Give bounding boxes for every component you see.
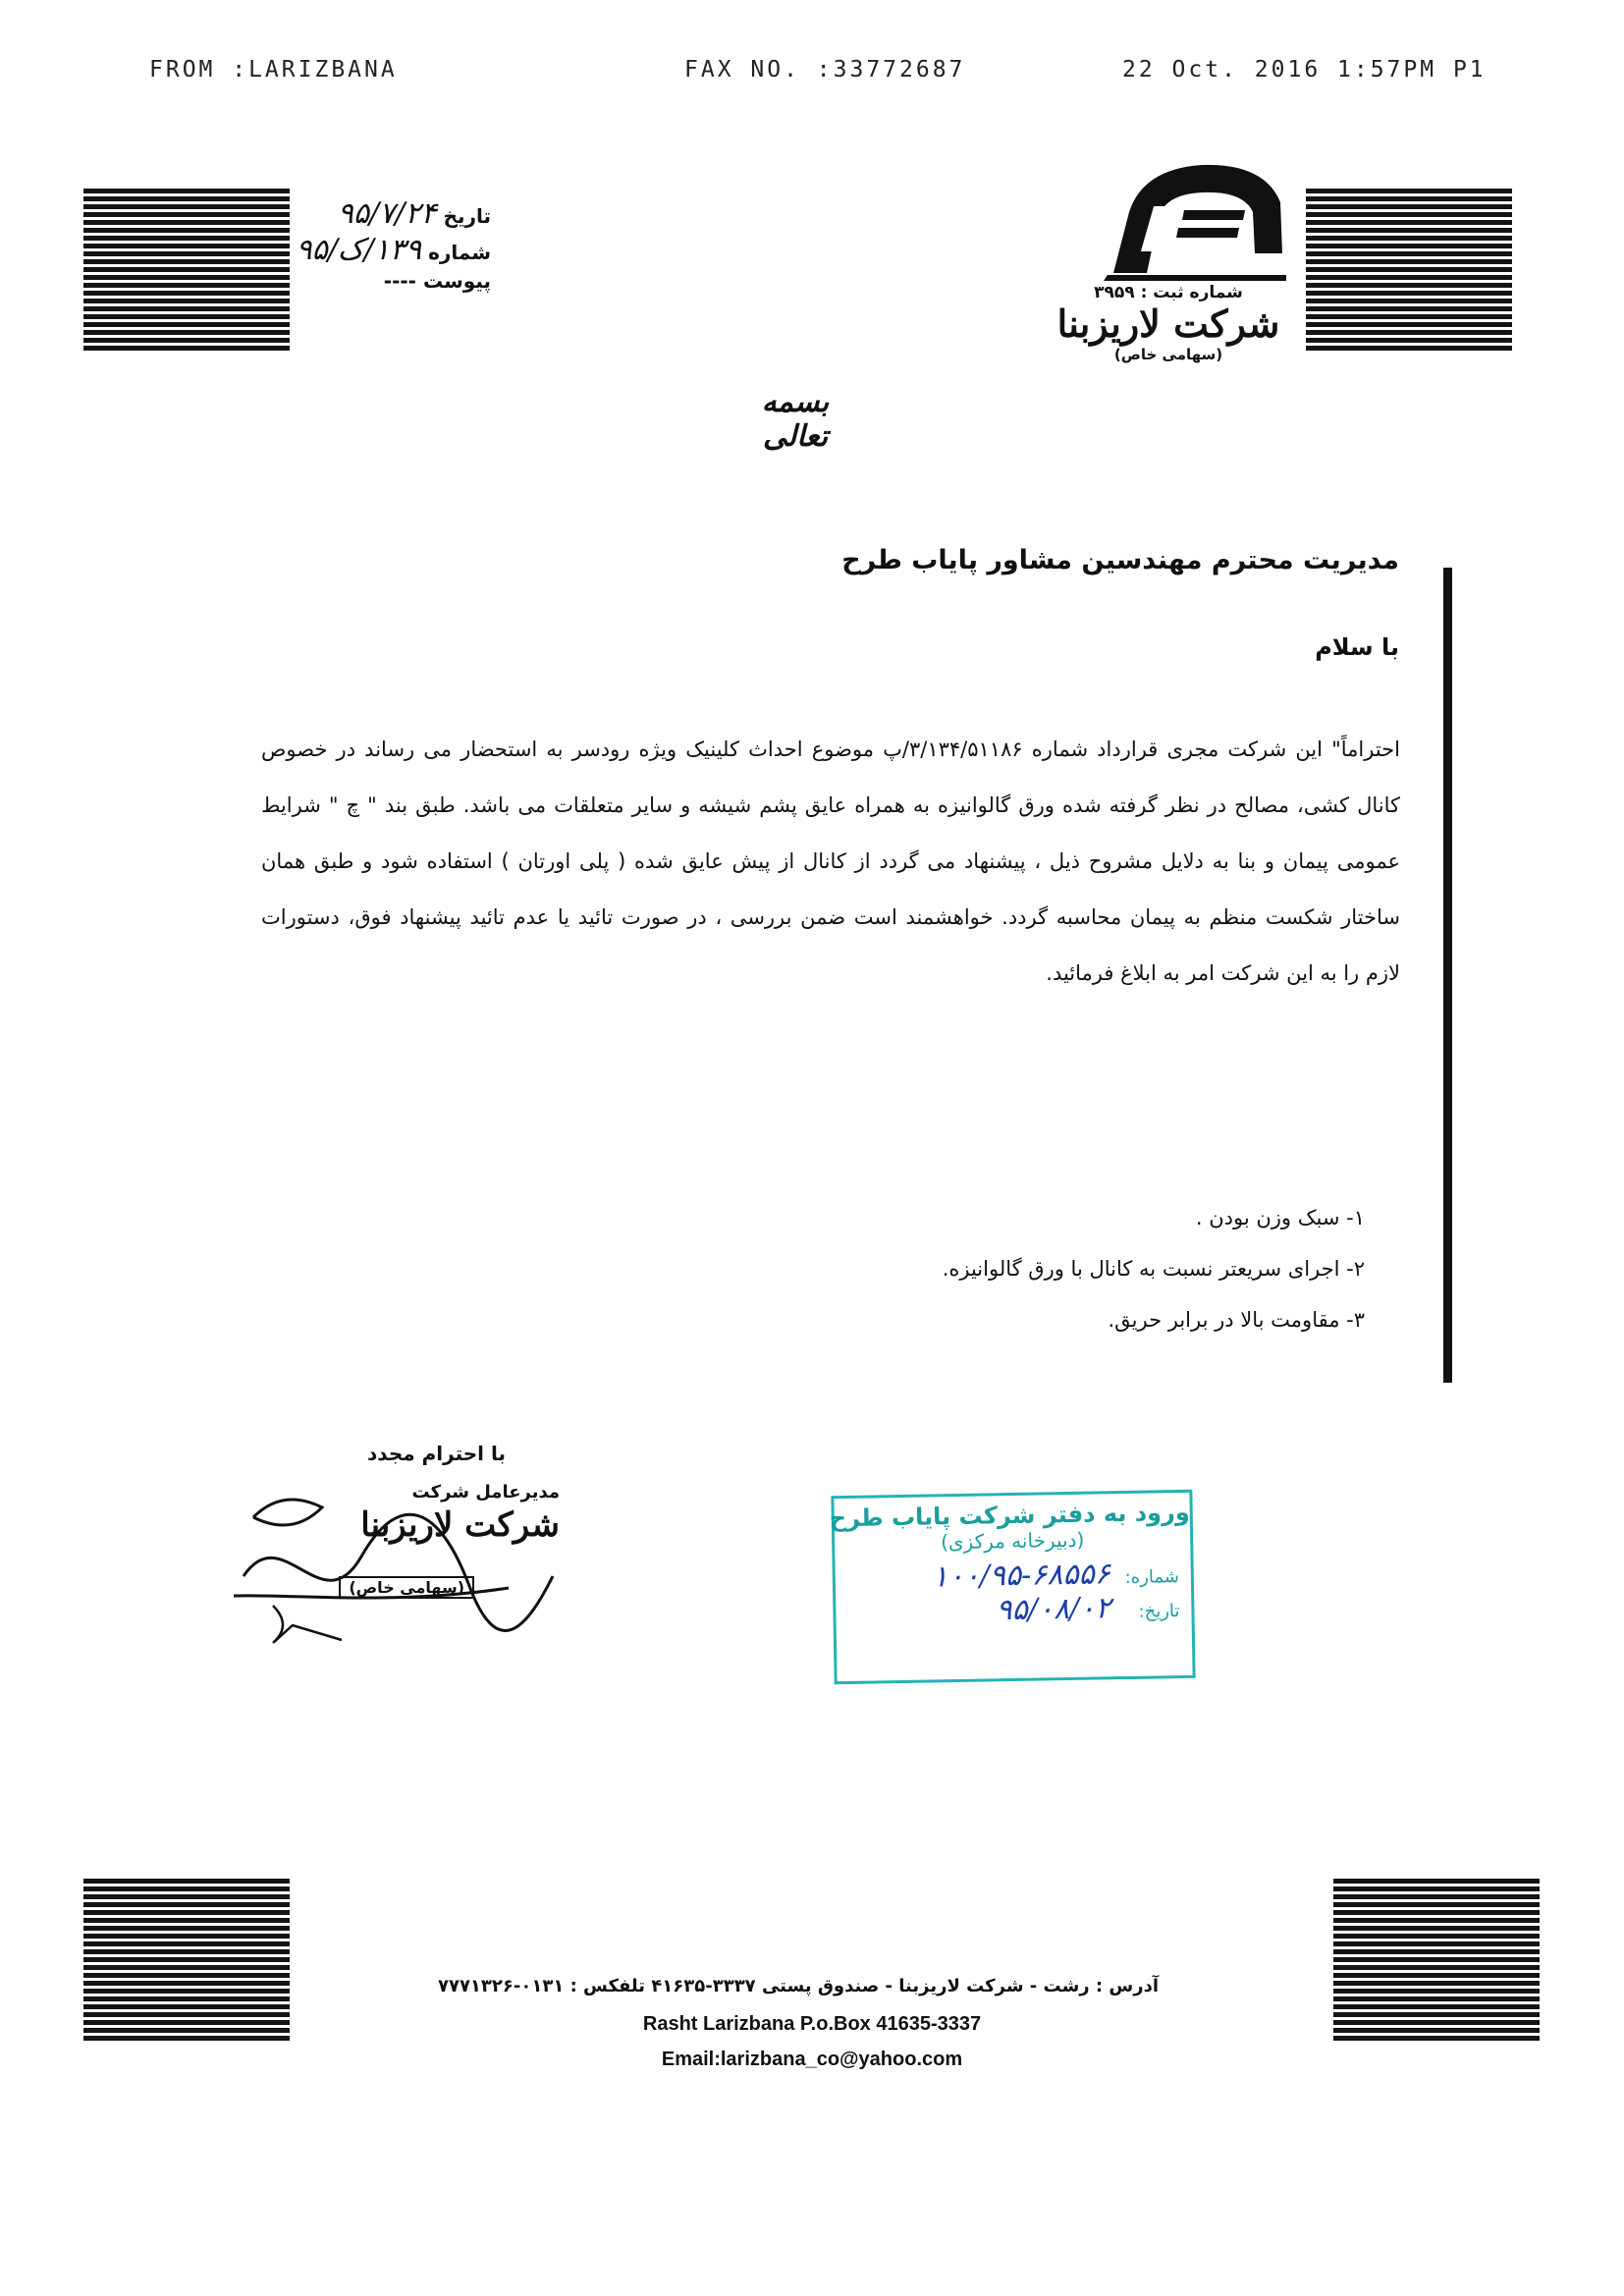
reasons-list — [687, 1206, 1365, 1359]
ref-block — [295, 196, 491, 293]
fax-from: FROM :LARIZBANA — [149, 57, 398, 82]
fax-datetime: 22 Oct. 2016 1:57PM P1 — [1122, 57, 1487, 82]
stamp-date-label: تاریخ: — [1138, 1601, 1180, 1622]
ref-attachment-label: پیوست — [422, 269, 491, 293]
reason-item-3: ۳- مقاومت بالا در برابر حریق. — [1108, 1308, 1365, 1332]
ref-number-row — [295, 233, 491, 267]
basmala: بسمه تعالی — [761, 385, 830, 454]
signature-company-type: (سهامی خاص) — [339, 1576, 474, 1599]
stamp-date-row — [836, 1590, 1192, 1630]
closing-text: با احترام مجدد — [367, 1442, 506, 1465]
company-type: (سهامی خاص) — [1113, 346, 1223, 363]
stamp-line-2: (دبیرخانه مرکزی) — [940, 1527, 1085, 1555]
company-block — [1041, 283, 1296, 363]
ref-date-value: ۹۵/۷/۲۴ — [337, 196, 437, 231]
company-name: شرکت لاریزبنا — [1056, 301, 1280, 346]
signature-icon — [214, 1478, 568, 1645]
margin-bar — [1443, 568, 1452, 1383]
received-stamp — [831, 1490, 1195, 1684]
stamp-line-1: ورود به دفتر شرکت پایاب طرح — [829, 1498, 1190, 1533]
fax-number: FAX NO. :33772687 — [684, 57, 966, 82]
company-logo-icon — [1100, 155, 1292, 283]
stamp-number-value: ۱۰۰/۹۵-۶۸۵۵۶ — [932, 1557, 1111, 1595]
recipient-line: مدیریت محترم مهندسین مشاور پایاب طرح — [841, 545, 1399, 575]
signature-title: مدیرعامل شرکت — [411, 1482, 560, 1503]
stamp-number-label: شماره: — [1124, 1566, 1180, 1589]
reason-item-2: ۲- اجرای سریعتر نسبت به کانال با ورق گالوانیزه. — [942, 1257, 1365, 1281]
ref-attachment-value: ---- — [383, 269, 416, 293]
signature-company-name: شرکت لاریزبنا — [360, 1505, 560, 1545]
ref-date-label: تاریخ — [443, 204, 491, 228]
stamp-date-value: ۹۵/۰۸/۰۲ — [996, 1591, 1111, 1628]
footer-address-en: Rasht Larizbana P.o.Box 41635-3337 — [642, 2013, 982, 2035]
reason-item-1: ۱- سبک وزن بودن . — [1195, 1206, 1365, 1230]
scan-bars-top-right — [1306, 189, 1512, 351]
scan-bars-top-left — [83, 189, 290, 351]
ref-number-value: ۱۳۹/ک/۹۵ — [296, 233, 422, 267]
signature-area — [214, 1478, 568, 1645]
ref-number-label: شماره — [428, 241, 491, 264]
ref-date-row — [295, 196, 491, 231]
body-paragraph: احتراماً" این شرکت مجری قرارداد شماره ۳/۱۳۴/۵۱۱۸۶/پ موضوع احداث کلینیک ویژه رودسر به استحضار می رساند در خصوص کانال کشی، مصالح در نظر گرفته شده ورق گالوانیزه به همراه عایق پشم شیشه و سایر متعلقات می باشد. طبق بند " چ " شرایط عمومی پیمان و بنا به دلایل مشروح ذیل ، پیشنهاد می گردد از کانال از پیش عایق شده ( پلی اورتان ) استفاده شود و طبق همان ساختار شکست منظم به پیمان محاسبه گردد. خواهشمند است ضمن بررسی ، در صورت تائید یا عدم تائید پیشنهاد فوق، دستورات لازم را به این شرکت امر به ابلاغ فرمائید. — [261, 738, 1400, 985]
footer-email: Email:larizbana_co@yahoo.com — [661, 2049, 963, 2070]
company-reg-number: شماره ثبت : ۳۹۵۹ — [1094, 283, 1243, 302]
footer-address-fa: آدرس : رشت - شرکت لاریزبنا - صندوق پستی ۳۳۳۷-۴۱۶۳۵ تلفکس : ۰۱۳۱-۷۷۷۱۳۲۶ — [437, 1976, 1159, 1996]
greeting: با سلام — [1315, 633, 1399, 661]
ref-attachment-row — [295, 269, 491, 293]
